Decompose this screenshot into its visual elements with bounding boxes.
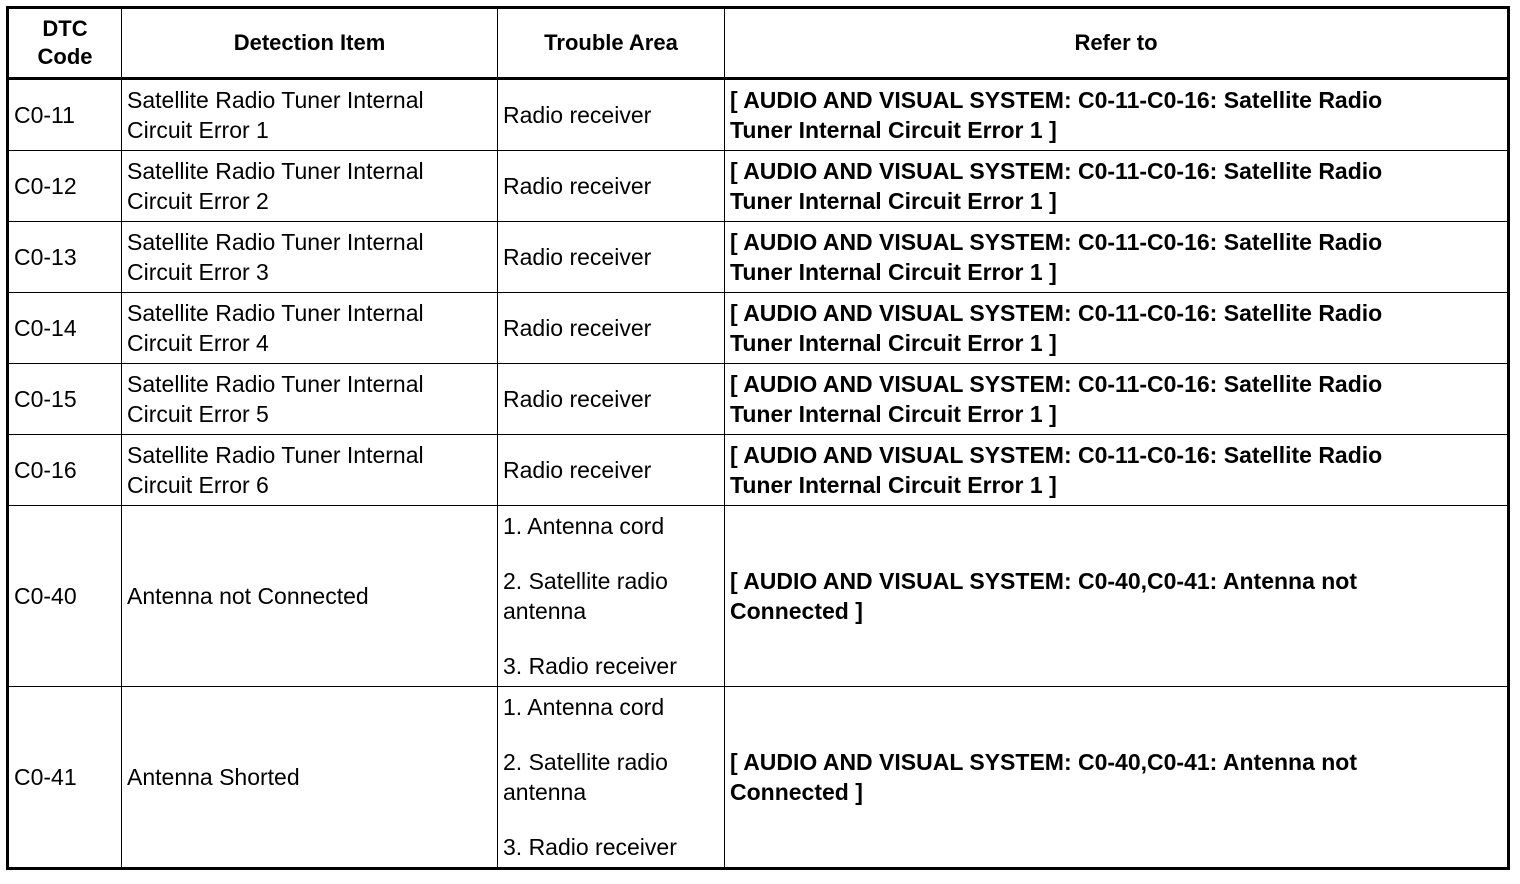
table-row: [8, 293, 1509, 364]
refer-to-link[interactable]: [ AUDIO AND VISUAL SYSTEM: C0-40,C0-41: Antenna not Connected ]: [725, 506, 1509, 687]
detection-item-cell: Satellite Radio Tuner Internal Circuit Error 2: [122, 151, 498, 222]
trouble-area-item: 1. Antenna cord: [503, 694, 665, 720]
detection-item-cell: Antenna Shorted: [122, 687, 498, 869]
dtc-code-cell: C0-14: [8, 293, 122, 364]
trouble-area-cell: [498, 151, 725, 222]
trouble-area-item: 3. Radio receiver: [503, 653, 677, 679]
dtc-code-cell: C0-16: [8, 435, 122, 506]
refer-to-link[interactable]: [ AUDIO AND VISUAL SYSTEM: C0-11-C0-16: Satellite Radio Tuner Internal Circuit Error 1 ]: [725, 435, 1509, 506]
header-trouble-area: Trouble Area: [498, 8, 725, 79]
trouble-area-item: Radio receiver: [503, 102, 652, 128]
detection-item-cell: Satellite Radio Tuner Internal Circuit Error 4: [122, 293, 498, 364]
refer-to-link[interactable]: [ AUDIO AND VISUAL SYSTEM: C0-11-C0-16: Satellite Radio Tuner Internal Circuit Error 1 ]: [725, 151, 1509, 222]
dtc-code-cell: C0-12: [8, 151, 122, 222]
trouble-area-cell: [498, 435, 725, 506]
table-row: [8, 687, 1509, 869]
trouble-area-item: 3. Radio receiver: [503, 834, 677, 860]
trouble-area-item: Radio receiver: [503, 386, 652, 412]
table-body: [8, 79, 1509, 869]
table-row: [8, 506, 1509, 687]
table-row: [8, 222, 1509, 293]
refer-to-link[interactable]: [ AUDIO AND VISUAL SYSTEM: C0-40,C0-41: Antenna not Connected ]: [725, 687, 1509, 869]
table-row: [8, 364, 1509, 435]
trouble-area-cell: [498, 506, 725, 687]
refer-to-link[interactable]: [ AUDIO AND VISUAL SYSTEM: C0-11-C0-16: Satellite Radio Tuner Internal Circuit Error 1 ]: [725, 293, 1509, 364]
trouble-area-item: Radio receiver: [503, 173, 652, 199]
header-dtc-code: DTC Code: [8, 8, 122, 79]
trouble-area-item: 2. Satellite radio antenna: [503, 568, 668, 624]
refer-to-link[interactable]: [ AUDIO AND VISUAL SYSTEM: C0-11-C0-16: Satellite Radio Tuner Internal Circuit Error 1 ]: [725, 364, 1509, 435]
trouble-area-item: Radio receiver: [503, 315, 652, 341]
trouble-area-item: 2. Satellite radio antenna: [503, 749, 668, 805]
table-row: [8, 79, 1509, 151]
trouble-area-item: 1. Antenna cord: [503, 513, 665, 539]
dtc-code-cell: C0-15: [8, 364, 122, 435]
header-row: [8, 8, 1509, 79]
detection-item-cell: Satellite Radio Tuner Internal Circuit Error 1: [122, 79, 498, 151]
detection-item-cell: Antenna not Connected: [122, 506, 498, 687]
trouble-area-cell: [498, 79, 725, 151]
dtc-code-cell: C0-13: [8, 222, 122, 293]
detection-item-cell: Satellite Radio Tuner Internal Circuit Error 6: [122, 435, 498, 506]
refer-to-link[interactable]: [ AUDIO AND VISUAL SYSTEM: C0-11-C0-16: Satellite Radio Tuner Internal Circuit Error 1 ]: [725, 79, 1509, 151]
trouble-area-cell: [498, 222, 725, 293]
table-row: [8, 435, 1509, 506]
header-refer-to: Refer to: [725, 8, 1509, 79]
trouble-area-item: Radio receiver: [503, 457, 652, 483]
trouble-area-cell: [498, 687, 725, 869]
table-row: [8, 151, 1509, 222]
dtc-code-cell: C0-40: [8, 506, 122, 687]
refer-to-link[interactable]: [ AUDIO AND VISUAL SYSTEM: C0-11-C0-16: Satellite Radio Tuner Internal Circuit Error 1 ]: [725, 222, 1509, 293]
detection-item-cell: Satellite Radio Tuner Internal Circuit Error 3: [122, 222, 498, 293]
trouble-area-item: Radio receiver: [503, 244, 652, 270]
trouble-area-cell: [498, 364, 725, 435]
dtc-code-cell: C0-11: [8, 79, 122, 151]
trouble-area-cell: [498, 293, 725, 364]
dtc-code-cell: C0-41: [8, 687, 122, 869]
dtc-table: [6, 6, 1510, 870]
header-detection-item: Detection Item: [122, 8, 498, 79]
detection-item-cell: Satellite Radio Tuner Internal Circuit Error 5: [122, 364, 498, 435]
